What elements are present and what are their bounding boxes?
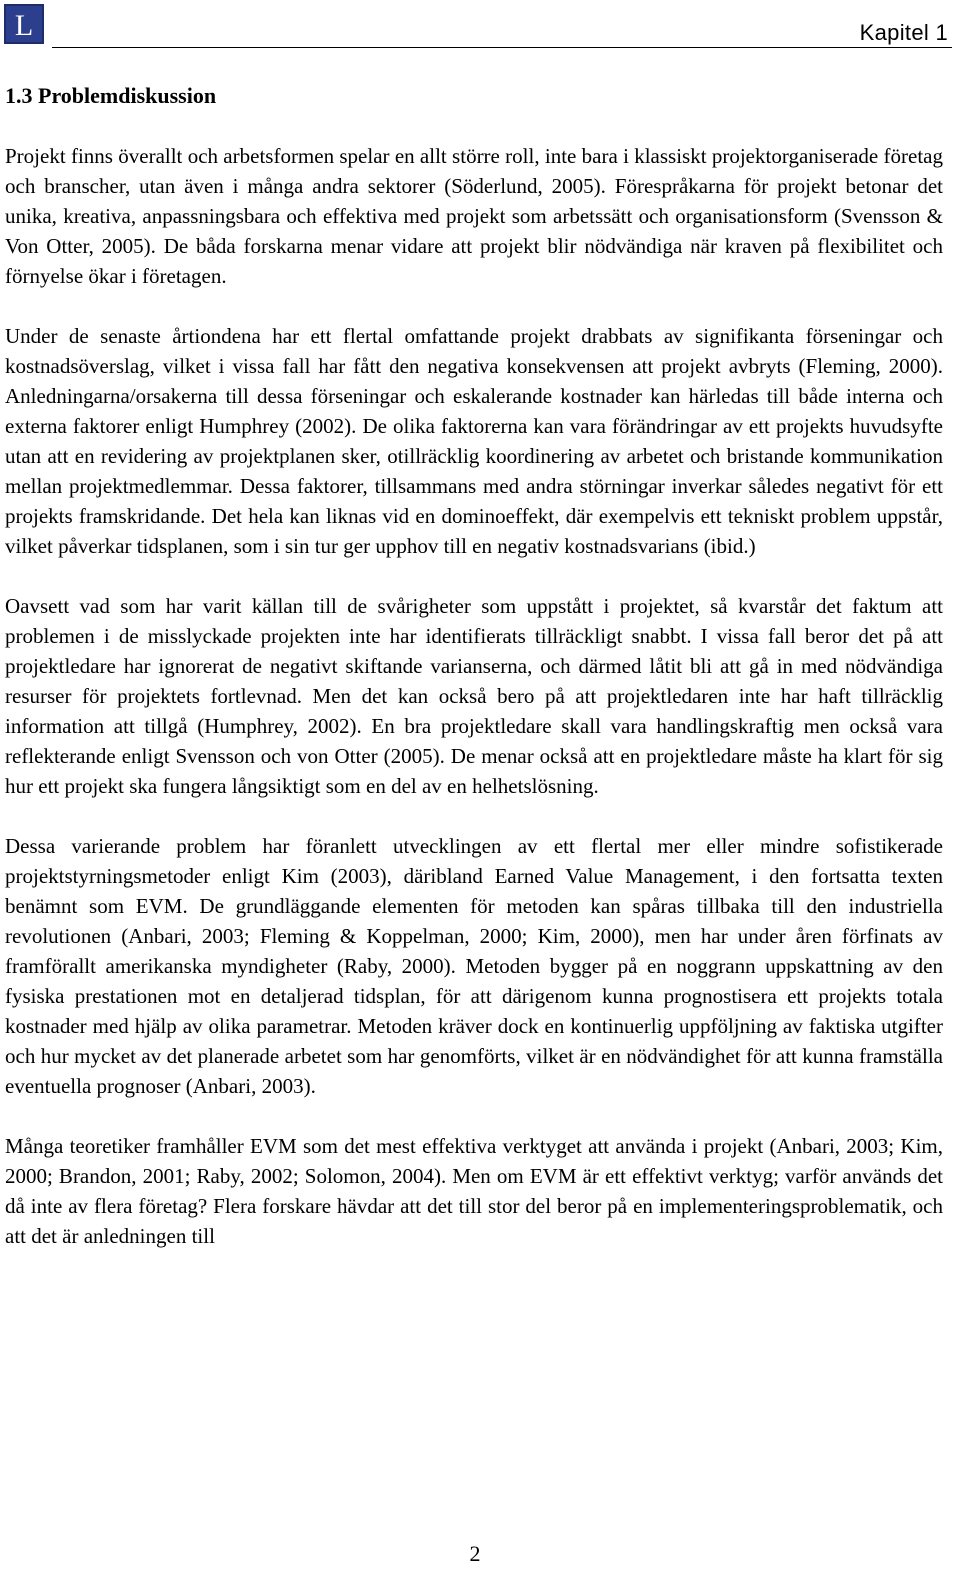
university-logo bbox=[4, 4, 44, 44]
paragraph-5: Många teoretiker framhåller EVM som det mest effektiva verktyget att använda i projekt (Anbari, 2003; Kim, 2000; Brandon, 2001; Raby, 2002; Solomon, 2004). Men om EVM är ett effektivt verktyg; varför används det då inte av flera företag? Flera forskare hävdar att det till stor del beror på en implementeringsproblematik, och att det är anledningen till bbox=[5, 1134, 943, 1248]
page-number: 2 bbox=[469, 1541, 481, 1566]
section-title: 1.3 Problemdiskussion bbox=[5, 83, 217, 108]
logo-mark-icon bbox=[6, 6, 42, 42]
paragraph-4: Dessa varierande problem har föranlett utvecklingen av ett flertal mer eller mindre sofistikerade projektstyrningsmetoder enligt Kim (2003), däribland Earned Value Management, i den fortsatta texten benämnt som EVM. De grundläggande elementen för metoden kan spåras tillbaka till den industriella revolutionen (Anbari, 2003; Fleming & Koppelman, 2000; Kim, 2000), men har under åren förfinats av framförallt amerikanska myndigheter (Raby, 2000). Metoden bygger på en noggrann uppskattning av den fysiska prestationen mot en detaljerad tidsplan, för att därigenom kunna prognostisera ett projekts totala kostnader med hjälp av olika parametrar. Metoden kräver dock en kontinuerlig uppföljning av faktiska utgifter och hur mycket av det planerade arbetet som har genomförts, vilket är en nödvändighet för att kunna framställa eventuella prognoser (Anbari, 2003). bbox=[5, 834, 943, 1098]
body-text bbox=[5, 141, 943, 1281]
logo-letter: L bbox=[14, 9, 34, 42]
paragraph-1: Projekt finns överallt och arbetsformen spelar en allt större roll, inte bara i klassiskt projektorganiserade företag och branscher, utan även i många andra sektorer (Söderlund, 2005). Förespråkarna för projekt betonar det unika, kreativa, anpassningsbara och effektiva med projekt som arbetssätt och organisationsform (Svensson & Von Otter, 2005). De båda forskarna menar vidare att projekt blir nödvändiga när kraven på flexibilitet och förnyelse ökar i företagen. bbox=[5, 144, 943, 288]
paragraph-3: Oavsett vad som har varit källan till de svårigheter som uppstått i projektet, så kvarstår det faktum att problemen i de misslyckade projekten inte har identifierats tillräckligt snabbt. I vissa fall beror det på att projektledare har ignorerat de negativt skiftande varianserna, och därmed låtit bli att gå in med nödvändiga resurser för projektets fortlevnad. Men det kan också bero på att projektledaren inte har haft tillräcklig information att tillgå (Humphrey, 2002). En bra projektledare skall vara handlingskraftig men också vara reflekterande enligt Svensson och von Otter (2005). De menar också att en projektledare måste ha klart för sig hur ett projekt ska fungera långsiktigt som en del av en helhetslösning. bbox=[5, 594, 943, 798]
header-divider bbox=[52, 47, 952, 48]
chapter-heading: Kapitel 1 bbox=[859, 20, 948, 45]
paragraph-2: Under de senaste årtiondena har ett flertal omfattande projekt drabbats av signifikanta förseningar och kostnadsöverslag, vilket i vissa fall har fått den negativa konsekvensen att projekt avbryts (Fleming, 2000). Anledningarna/orsakerna till dessa förseningar och eskalerande kostnader kan härledas till både interna och externa faktorer enligt Humphrey (2002). De olika faktorerna kan vara förändringar av ett projekts huvudsyfte utan att en revidering av projektplanen sker, otillräcklig koordinering av arbetet och bristande kommunikation mellan projektmedlemmar. Dessa faktorer, tillsammans med andra störningar inverkar således negativt för ett projekts framskridande. Det hela kan liknas vid en dominoeffekt, där exempelvis ett tekniskt problem uppstår, vilket påverkar tidsplanen, som i sin tur ger upphov till en negativ kostnadsvarians (ibid.) bbox=[5, 324, 943, 558]
